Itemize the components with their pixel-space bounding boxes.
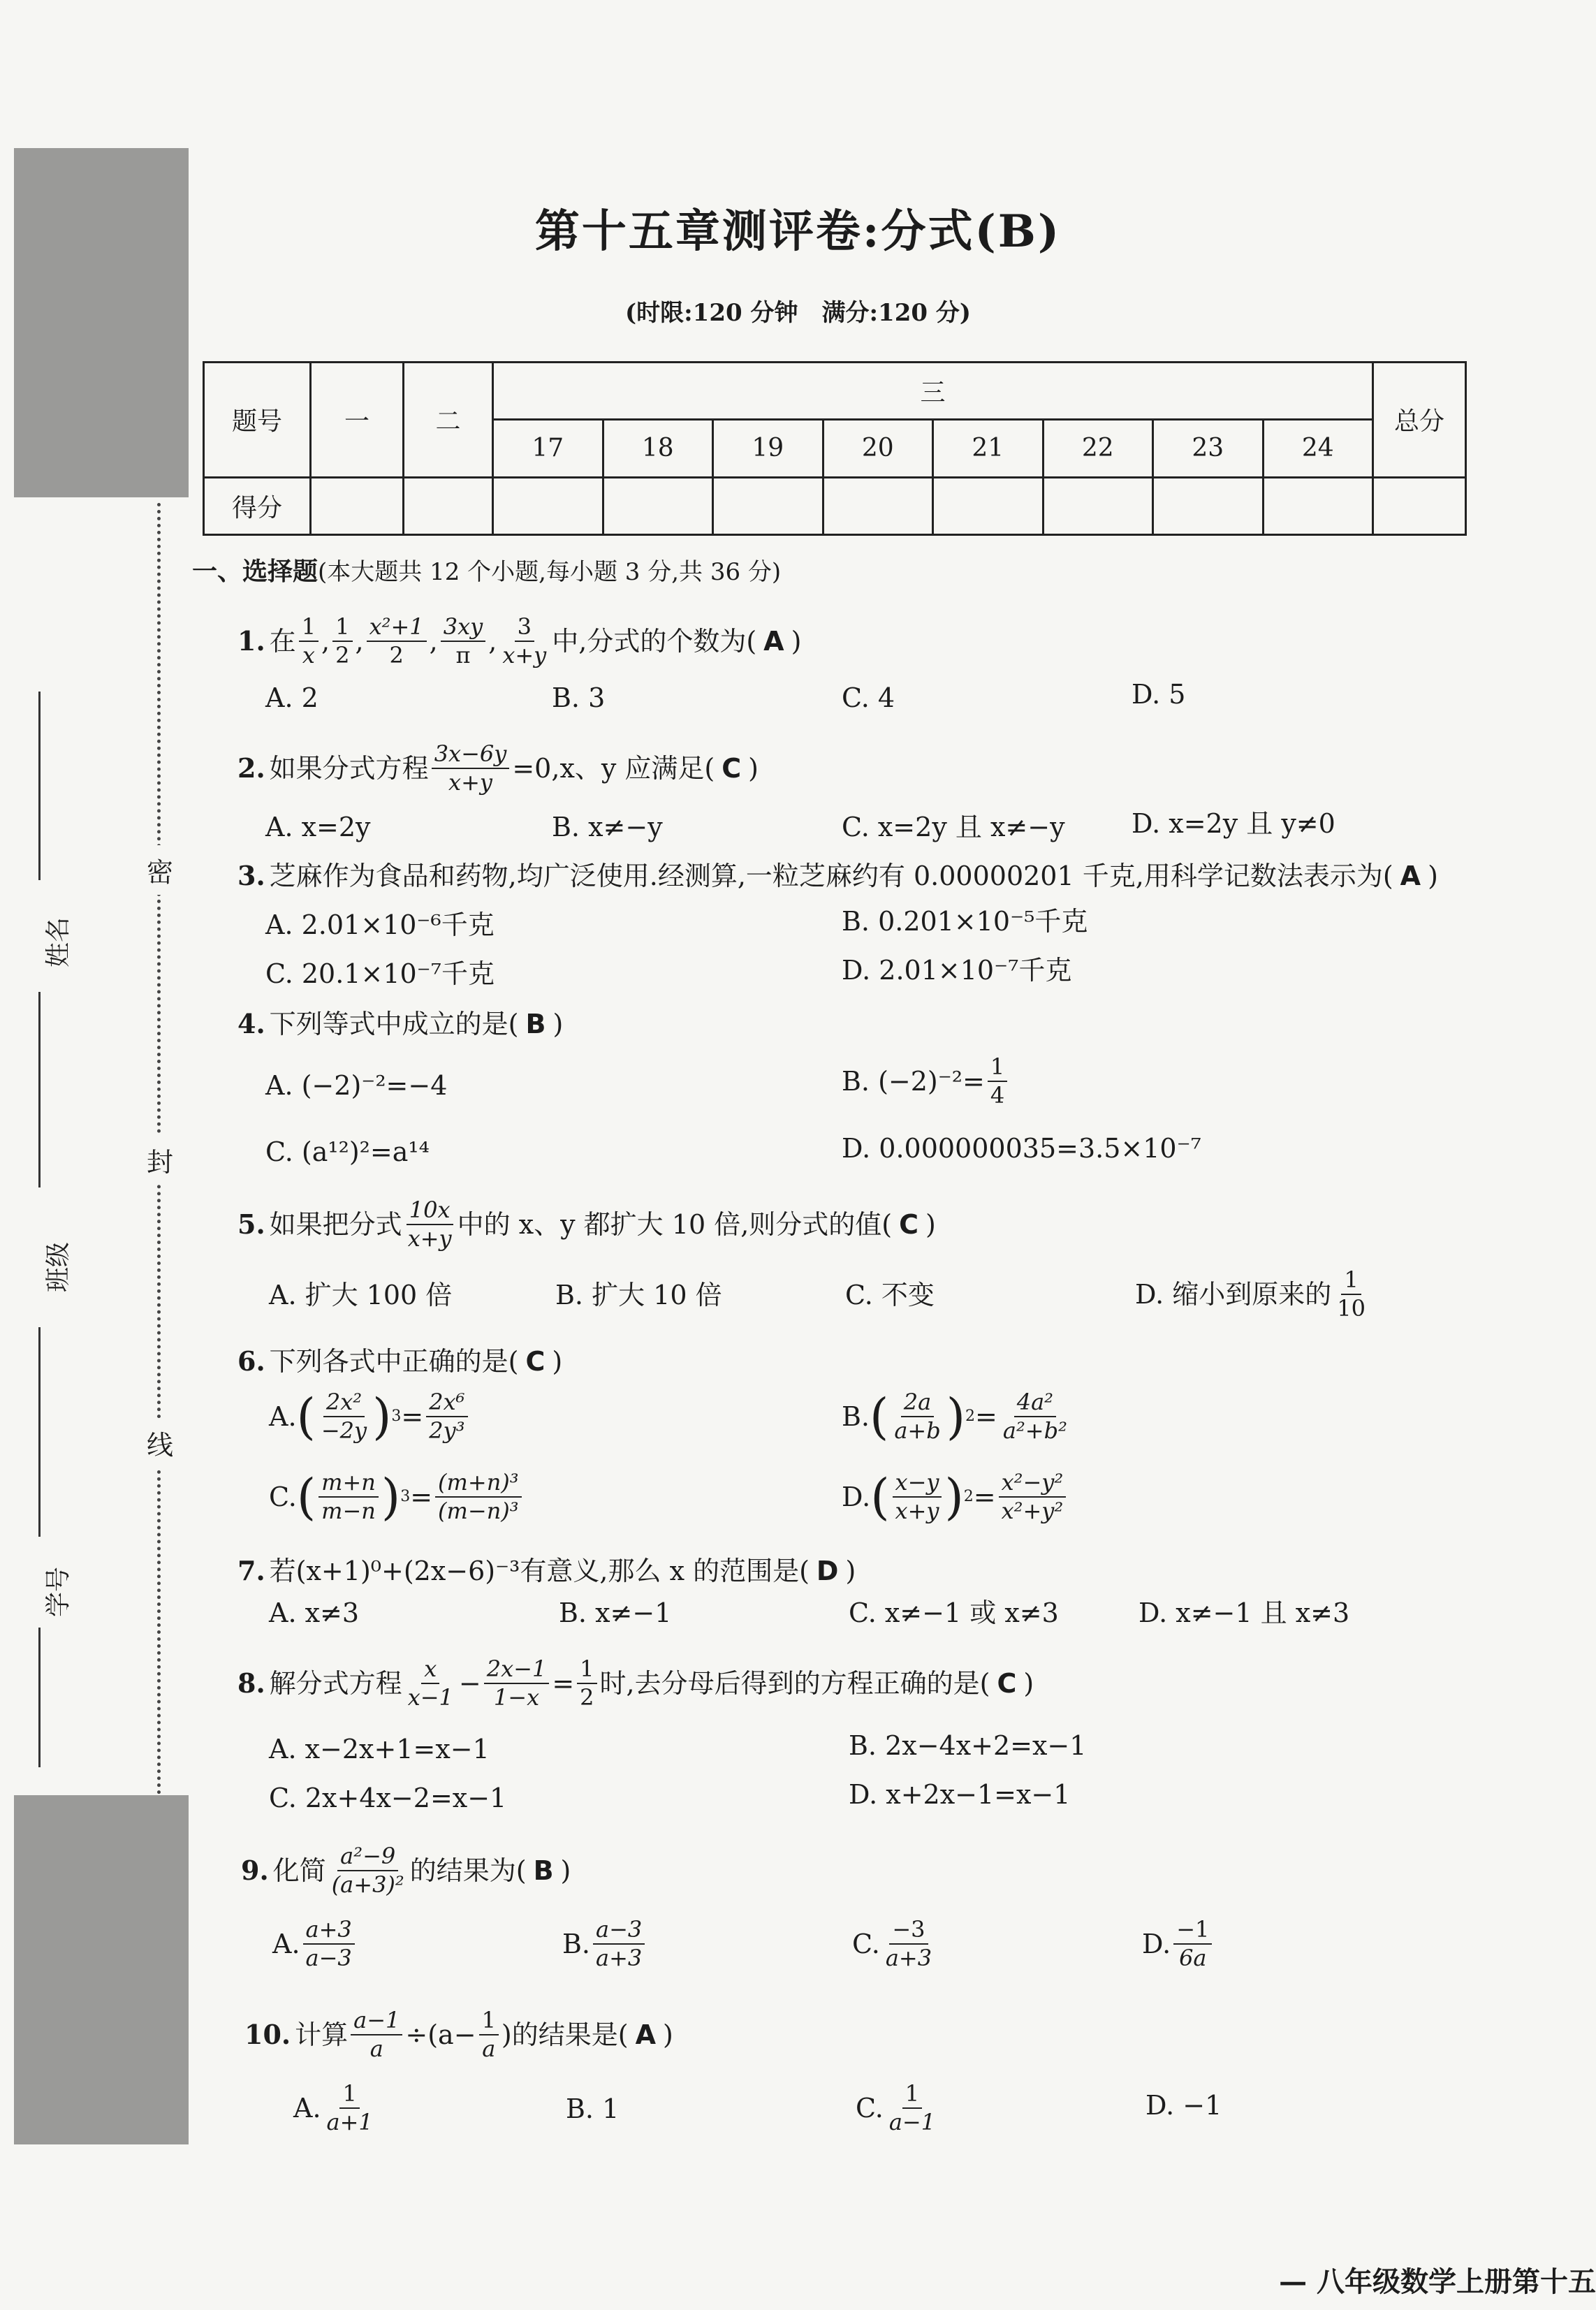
option-a: A. x≠3	[269, 1598, 360, 1628]
question-number: 6.	[237, 1345, 265, 1377]
option-d	[1135, 1268, 1371, 1321]
option-c: C. 4	[842, 682, 895, 713]
question-text: 若(x+1)⁰+(2x−6)⁻³有意义,那么 x 的范围是(	[269, 1556, 810, 1586]
fraction: $\frac{2a}{a+b}$	[894, 1389, 941, 1445]
score-cell	[1043, 477, 1153, 534]
option-label: A.	[293, 2093, 321, 2124]
question-10	[244, 2008, 673, 2061]
question-3	[237, 860, 1438, 891]
name-line	[38, 692, 41, 880]
seal-char-mi: 密	[147, 845, 173, 895]
answer: B	[533, 1855, 554, 1887]
option-label: A.	[269, 1401, 297, 1433]
bracket: )	[663, 2019, 673, 2051]
score-cell	[1263, 477, 1373, 534]
class-label: 班级	[44, 1241, 73, 1292]
sub-question-24: 24	[1263, 420, 1373, 477]
page-footer: — 八年级数学上册第十五	[1279, 2265, 1596, 2298]
score-cell	[603, 477, 713, 534]
question-8: 8. 解分式方程 $\frac{x}{x-1}$ − $\frac{2x-1}{1-x}$ = $\frac{1}{2}$ 时,去分母后得到的方程正确的是( C )	[237, 1655, 1034, 1711]
sub-question-23: 23	[1153, 420, 1264, 477]
question-number: 7.	[237, 1555, 265, 1586]
fraction: $\frac{\text{a²−9}}{\text{(a+3)²}}$	[331, 1843, 404, 1899]
option-c	[852, 1917, 937, 1971]
fraction: $\frac{-3}{a+3}$	[885, 1916, 932, 1972]
question-text: 在	[269, 626, 296, 657]
fraction: $\frac{1}{2}$	[577, 1657, 596, 1710]
option-b: B. 扩大 10 倍	[555, 1280, 722, 1310]
option-b: B. 3	[552, 682, 606, 713]
option-d: D. 2.01×10⁻⁷千克	[842, 955, 1072, 986]
option-label: C.	[852, 1929, 880, 1960]
score-cell	[713, 477, 823, 534]
answer: B	[525, 1009, 546, 1039]
option-c: C. 20.1×10⁻⁷千克	[265, 958, 495, 989]
option-label: B.	[842, 1401, 870, 1433]
option-c: C. x≠−1 或 x≠3	[849, 1598, 1059, 1628]
question-text: 下列等式中成立的是(	[269, 1009, 519, 1039]
question-text: 解分式方程	[269, 1668, 402, 1699]
fraction: $\frac{1}{a+1}$	[326, 2080, 373, 2136]
fraction: $\frac{\text{x²+1}}{2}$	[367, 615, 427, 668]
answer: C	[899, 1209, 918, 1241]
fraction: $\frac{a+3}{a-3}$	[303, 1917, 355, 1971]
fraction: $\frac{10x}{x+y}$	[407, 1197, 452, 1252]
bracket: )	[748, 753, 759, 784]
option-c: C. x=2y 且 x≠−y	[842, 812, 1065, 842]
bracket: )	[845, 1556, 856, 1586]
option-a: A. x−2x+1=x−1	[269, 1734, 490, 1764]
score-cell	[311, 477, 404, 534]
answer: C	[997, 1668, 1017, 1699]
option-a: A. 2	[265, 682, 319, 713]
question-6	[237, 1345, 563, 1377]
answer: D	[816, 1556, 839, 1586]
seal-char-xian: 线	[147, 1418, 173, 1468]
score-cell	[404, 477, 493, 534]
option-a: A. x=2y	[265, 812, 371, 842]
sub-question-19: 19	[713, 420, 823, 477]
option-label: B. (−2)⁻²=	[842, 1066, 985, 1097]
fraction: $\frac{1}{10}$	[1337, 1266, 1366, 1322]
sub-question-20: 20	[823, 420, 933, 477]
question-number: 8.	[237, 1667, 265, 1699]
sub-question-18: 18	[603, 420, 713, 477]
fraction: $\frac{2x-1}{1-x}$	[484, 1657, 550, 1710]
score-cell	[493, 477, 603, 534]
question-number: 10.	[244, 2019, 291, 2051]
question-7	[237, 1555, 856, 1586]
option-label: D.	[1142, 1929, 1171, 1960]
option-d	[1142, 1917, 1215, 1971]
answer: C	[722, 753, 742, 784]
fraction: $\frac{3xy}{\pi}$	[441, 615, 485, 668]
sub-question-21: 21	[933, 420, 1044, 477]
option-a	[272, 1917, 358, 1971]
option-b: B. 2x−4x+2=x−1	[849, 1730, 1087, 1761]
score-table	[203, 361, 1467, 536]
fraction: $\frac{1}{a}$	[479, 2008, 499, 2061]
option-c: C. ( $\frac{m+n}{m-n}$ ) 3 = $\frac{\text{(m+n)³}}{\text{(m−n)³}}$	[269, 1470, 525, 1523]
bracket: )	[552, 1009, 564, 1039]
question-4	[237, 1008, 564, 1039]
option-c	[856, 2082, 941, 2135]
option-b: B. x≠−y	[552, 812, 663, 842]
question-text: 如果分式方程	[269, 753, 429, 784]
fraction: $\frac{a-1}{a}$	[351, 2008, 402, 2061]
score-cell	[933, 477, 1044, 534]
fraction: $\frac{x}{x-1}$	[407, 1655, 453, 1711]
question-number: 2.	[237, 752, 265, 784]
option-a: A. 扩大 100 倍	[269, 1280, 453, 1310]
class-line	[38, 1327, 41, 1537]
question-text: 如果把分式	[269, 1209, 402, 1241]
student-number-line	[38, 1628, 41, 1767]
question-number: 5.	[237, 1208, 265, 1241]
question-9	[241, 1844, 571, 1897]
fraction: $\frac{\text{2x⁶}}{\text{2y³}}$	[426, 1390, 467, 1443]
question-number: 3.	[237, 860, 265, 891]
question-text: 中的 x、y 都扩大 10 倍,则分式的值(	[457, 1209, 893, 1241]
option-b: B. x≠−1	[559, 1598, 672, 1628]
answer: C	[525, 1346, 546, 1377]
question-text: 中,分式的个数为(	[552, 626, 757, 657]
fraction: $\frac{1}{x}$	[299, 615, 319, 668]
bracket: )	[560, 1855, 571, 1887]
fraction: $\frac{x-y}{x+y}$	[893, 1470, 942, 1523]
option-b: B. 1	[566, 2093, 620, 2124]
option-a: A. (−2)⁻²=−4	[265, 1070, 448, 1101]
question-text: )的结果是(	[501, 2019, 629, 2051]
question-number: 1.	[237, 625, 265, 657]
option-a	[293, 2082, 379, 2135]
option-d: D. ( $\frac{x-y}{x+y}$ ) 2 = $\frac{\text{x²−y²}}{\text{x²+y²}}$	[842, 1470, 1069, 1523]
option-d: D. −1	[1145, 2090, 1222, 2121]
option-d: D. 5	[1132, 679, 1186, 710]
fraction: $\frac{1}{2}$	[332, 615, 352, 668]
option-c: C. (a¹²)²=a¹⁴	[265, 1136, 430, 1167]
time-and-score-limits: (时限:120 分钟 满分:120 分)	[625, 299, 971, 327]
fraction: $\frac{3x-6y}{x+y}$	[432, 742, 510, 795]
col-part-2: 二	[404, 363, 493, 478]
option-label: C.	[856, 2093, 884, 2124]
total-score-header: 总分	[1373, 363, 1466, 478]
answer: A	[635, 2019, 656, 2051]
bracket: )	[925, 1209, 936, 1241]
option-label: D.	[842, 1482, 871, 1513]
fraction: $\frac{a-3}{a+3}$	[593, 1917, 645, 1971]
option-d: D. x≠−1 且 x≠3	[1139, 1598, 1350, 1628]
option-b: B. 0.201×10⁻⁵千克	[842, 906, 1088, 937]
binding-margin-bottom	[14, 1795, 189, 2144]
page-title: 第十五章测评卷:分式(B)	[534, 205, 1062, 258]
question-text: 下列各式中正确的是(	[269, 1346, 519, 1377]
question-text: 时,去分母后得到的方程正确的是(	[599, 1668, 990, 1699]
question-text: 芝麻作为食品和药物,均广泛使用.经测算,一粒芝麻约有 0.00000201 千克,用科学记数法表示为(	[269, 861, 1393, 891]
question-2	[237, 742, 759, 795]
option-b	[842, 1055, 1010, 1108]
answer: A	[763, 626, 784, 657]
seal-char-feng: 封	[147, 1135, 173, 1185]
fraction: $\frac{\text{4a²}}{\text{a²+b²}}$	[1002, 1389, 1067, 1445]
answer: A	[1400, 861, 1421, 891]
option-c: C. 不变	[845, 1280, 935, 1310]
question-number-header: 题号	[204, 363, 311, 478]
sub-question-17: 17	[493, 420, 603, 477]
question-text: 化简	[272, 1855, 326, 1887]
section-note: (本大题共 12 个小题,每小题 3 分,共 36 分)	[318, 558, 782, 586]
bracket: )	[791, 626, 802, 657]
bracket: )	[552, 1346, 563, 1377]
fraction: $\frac{3}{x+y}$	[502, 613, 547, 669]
section-heading	[192, 552, 781, 587]
score-row-header: 得分	[204, 477, 311, 534]
question-text: ÷(a−	[405, 2019, 476, 2051]
fraction: $\frac{-1}{6a}$	[1173, 1917, 1212, 1971]
section-title: 一、选择题	[192, 557, 319, 586]
option-a: A. ( $\frac{\text{2x²}}{-2y}$ ) 3 = $\frac{\text{2x⁶}}{\text{2y³}}$	[269, 1390, 471, 1443]
option-label: C.	[269, 1482, 297, 1513]
score-cell	[1373, 477, 1466, 534]
col-part-3: 三	[493, 363, 1373, 420]
score-cell	[823, 477, 933, 534]
col-part-1: 一	[311, 363, 404, 478]
fraction: $\frac{1}{a-1}$	[888, 2080, 936, 2136]
question-text: 的结果为(	[409, 1855, 527, 1887]
option-label: B.	[562, 1929, 591, 1960]
sub-question-22: 22	[1043, 420, 1153, 477]
question-number: 4.	[237, 1008, 265, 1039]
option-a: A. 2.01×10⁻⁶千克	[265, 909, 495, 940]
option-c: C. 2x+4x−2=x−1	[269, 1783, 507, 1813]
student-number-label: 学号	[44, 1566, 73, 1617]
question-1: 1. 在 $\frac{1}{x}$ , $\frac{1}{2}$ , $\frac{\text{x²+1}}{2}$ , $\frac{3xy}{\pi}$ , $\frac{3}{x+y}$ 中,分式的个数为( A )	[237, 613, 802, 669]
option-b	[562, 1917, 647, 1971]
question-text: =0,x、y 应满足(	[512, 753, 715, 784]
score-cell	[1153, 477, 1264, 534]
question-number: 9.	[241, 1855, 269, 1887]
question-text: 计算	[295, 2019, 349, 2051]
name-line-2	[38, 992, 41, 1187]
option-label: A.	[272, 1929, 300, 1960]
option-d: D. 0.000000035=3.5×10⁻⁷	[842, 1133, 1201, 1164]
fraction: $\frac{\text{(m+n)³}}{\text{(m−n)³}}$	[435, 1470, 522, 1523]
option-d: D. x=2y 且 y≠0	[1132, 808, 1335, 839]
fraction: $\frac{1}{4}$	[988, 1055, 1007, 1108]
fraction: $\frac{m+n}{m-n}$	[319, 1470, 379, 1523]
fraction: $\frac{\text{2x²}}{-2y}$	[321, 1389, 367, 1445]
bracket: )	[1023, 1668, 1034, 1699]
bracket: )	[1428, 861, 1438, 891]
question-5	[237, 1198, 936, 1251]
fraction: $\frac{\text{x²−y²}}{\text{x²+y²}}$	[999, 1470, 1067, 1523]
option-d: D. x+2x−1=x−1	[849, 1779, 1071, 1810]
option-b: B. ( $\frac{2a}{a+b}$ ) 2 = $\frac{\text{4a²}}{\text{a²+b²}}$	[842, 1390, 1073, 1443]
option-label: D. 缩小到原来的	[1135, 1279, 1332, 1310]
name-label: 姓名	[44, 916, 73, 967]
